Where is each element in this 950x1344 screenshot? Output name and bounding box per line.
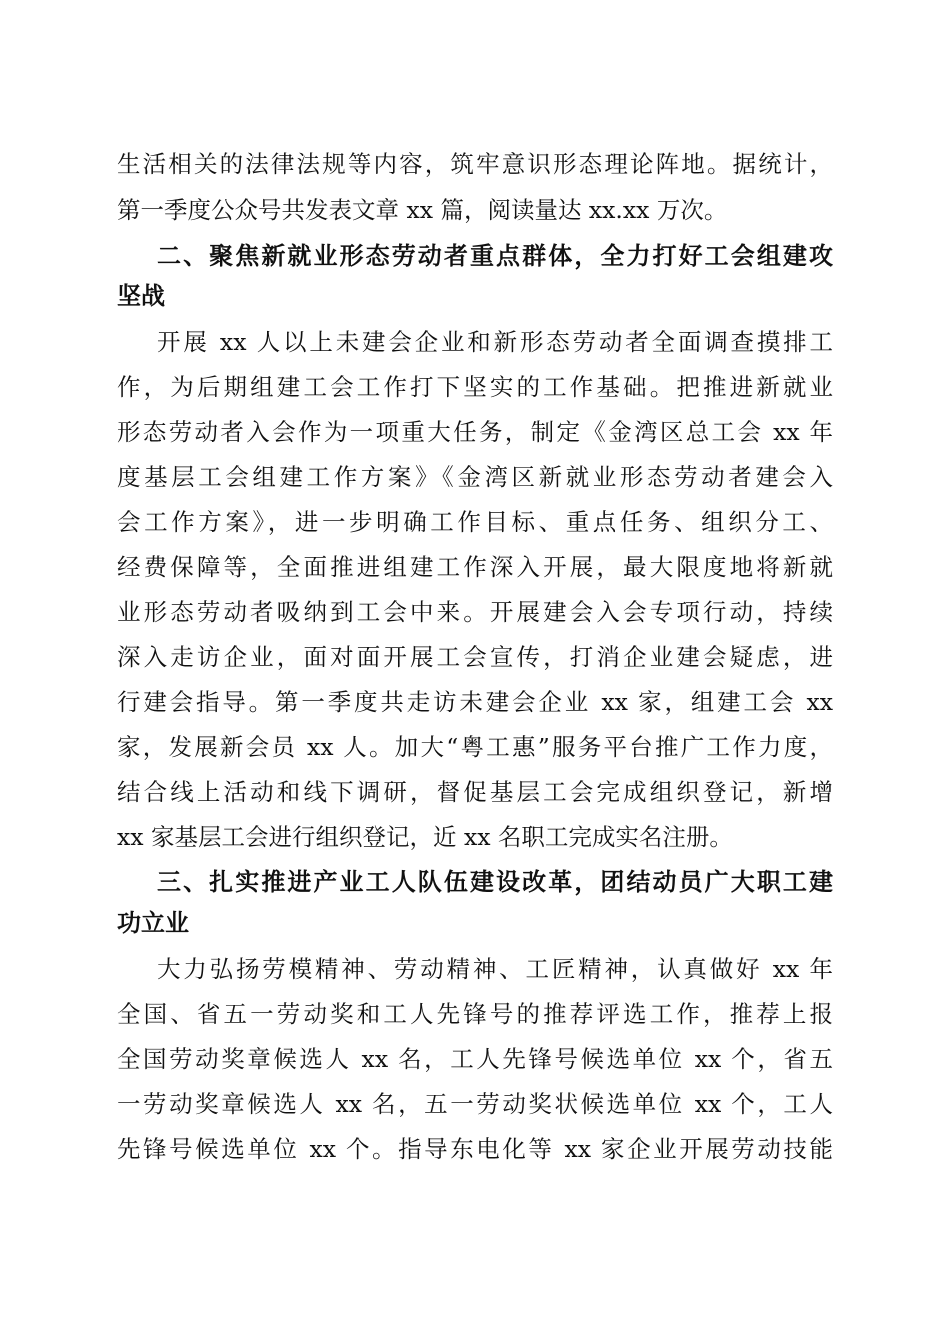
section-heading-2: 二、聚焦新就业形态劳动者重点群体，全力打好工会组建攻 xyxy=(157,242,833,270)
paragraph-line: 会工作方案》，进一步明确工作目标、重点任务、组织分工、 xyxy=(117,508,833,536)
paragraph-line: 全国劳动奖章候选人 xx 名，工人先锋号候选单位 xx 个，省五 xyxy=(117,1045,833,1073)
paragraph-line: 形态劳动者入会作为一项重大任务，制定《金湾区总工会 xx 年 xyxy=(117,418,833,446)
paragraph-line: 开展 xx 人以上未建会企业和新形态劳动者全面调查摸排工 xyxy=(157,328,833,356)
paragraph-line: 行建会指导。第一季度共走访未建会企业 xx 家，组建工会 xx xyxy=(117,688,833,716)
paragraph-line: 一劳动奖章候选人 xx 名，五一劳动奖状候选单位 xx 个，工人 xyxy=(117,1090,833,1118)
paragraph-line: 深入走访企业，面对面开展工会宣传，打消企业建会疑虑，进 xyxy=(117,643,833,671)
paragraph-line: 度基层工会组建工作方案》《金湾区新就业形态劳动者建会入 xyxy=(117,463,833,491)
section-heading-2-cont: 坚战 xyxy=(117,282,165,310)
paragraph-line: 经费保障等，全面推进组建工作深入开展，最大限度地将新就 xyxy=(117,553,833,581)
paragraph-line: 业形态劳动者吸纳到工会中来。开展建会入会专项行动，持续 xyxy=(117,598,833,626)
paragraph-line: 全国、省五一劳动奖和工人先锋号的推荐评选工作，推荐上报 xyxy=(117,1000,833,1028)
paragraph-line: xx 家基层工会进行组织登记，近 xx 名职工完成实名注册。 xyxy=(117,823,733,851)
paragraph-line: 结合线上活动和线下调研，督促基层工会完成组织登记，新增 xyxy=(117,778,833,806)
section-heading-3: 三、扎实推进产业工人队伍建设改革，团结动员广大职工建 xyxy=(157,868,833,896)
paragraph-line: 作，为后期组建工会工作打下坚实的工作基础。把推进新就业 xyxy=(117,373,833,401)
paragraph-line: 先锋号候选单位 xx 个。指导东电化等 xx 家企业开展劳动技能 xyxy=(117,1135,833,1163)
paragraph-line: 生活相关的法律法规等内容，筑牢意识形态理论阵地。据统计， xyxy=(117,150,833,178)
section-heading-3-cont: 功立业 xyxy=(117,909,189,937)
paragraph-line: 第一季度公众号共发表文章 xx 篇，阅读量达 xx.xx 万次。 xyxy=(117,196,728,224)
paragraph-line: 家，发展新会员 xx 人。加大“粤工惠”服务平台推广工作力度， xyxy=(117,733,833,761)
paragraph-line: 大力弘扬劳模精神、劳动精神、工匠精神，认真做好 xx 年 xyxy=(157,955,833,983)
